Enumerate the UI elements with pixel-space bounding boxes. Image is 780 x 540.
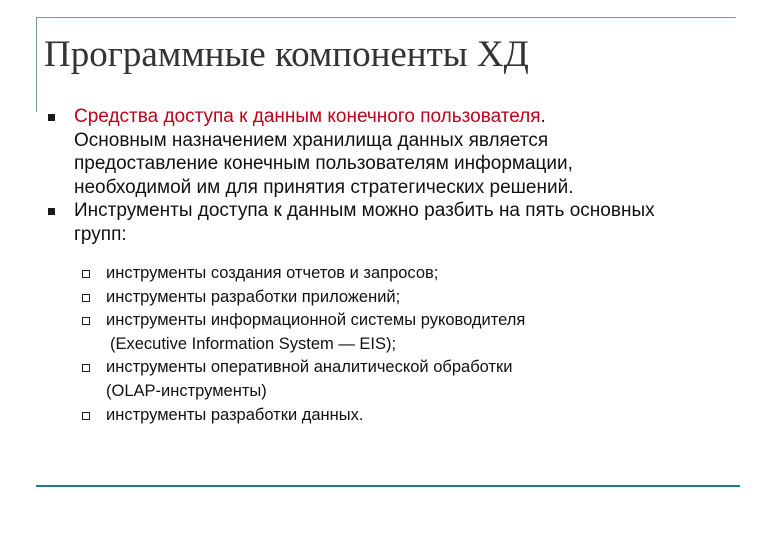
sub-bullet-text-line: инструменты разработки приложений; <box>106 287 401 306</box>
bullet-item-2 <box>44 199 734 246</box>
hollow-square-bullet-icon <box>82 412 90 420</box>
hollow-square-bullet-icon <box>82 364 90 372</box>
hollow-square-bullet-icon <box>82 294 90 302</box>
sub-bullet-text-line: инструменты оперативной аналитической обработки <box>106 358 513 377</box>
bullet-item-1 <box>44 105 734 199</box>
bullet-highlight-period: . <box>540 106 546 127</box>
sub-bullet-item-3 <box>82 309 742 356</box>
sub-bullet-text-line: (OLAP-инструменты) <box>106 381 267 400</box>
square-bullet-icon <box>48 208 55 215</box>
sub-bullet-item-2 <box>82 286 742 310</box>
bullet-text-line: групп: <box>74 223 127 245</box>
square-bullet-icon <box>48 114 55 121</box>
sub-bullet-text-line: (Executive Information System — EIS); <box>110 334 397 353</box>
sub-bullet-item-5 <box>82 404 742 428</box>
bullet-text-line: Инструменты доступа к данным можно разбить на пять основных <box>74 200 655 221</box>
bullet-text-line: Основным назначением хранилища данных является <box>74 129 549 151</box>
hollow-square-bullet-icon <box>82 317 90 325</box>
bullet-text-line: предоставление конечным пользователям информации, <box>74 153 573 174</box>
slide-title: Программные компоненты ХД <box>44 34 529 75</box>
sub-bullet-list <box>82 262 742 427</box>
bullet-list <box>44 105 734 246</box>
frame-left-line <box>36 17 37 112</box>
hollow-square-bullet-icon <box>82 270 90 278</box>
sub-bullet-text-line: инструменты информационной системы руководителя <box>106 311 526 330</box>
sub-bullet-text-line: инструменты создания отчетов и запросов; <box>106 264 439 282</box>
bullet-text-line: необходимой им для принятия стратегических решений. <box>74 176 574 198</box>
frame-top-line <box>36 17 736 18</box>
bottom-rule <box>36 485 740 487</box>
sub-bullet-text-line: инструменты разработки данных. <box>106 405 364 424</box>
bullet-highlight-text: Средства доступа к данным конечного пользователя <box>74 106 541 127</box>
sub-bullet-item-4 <box>82 356 742 403</box>
sub-bullet-item-1 <box>82 262 742 286</box>
